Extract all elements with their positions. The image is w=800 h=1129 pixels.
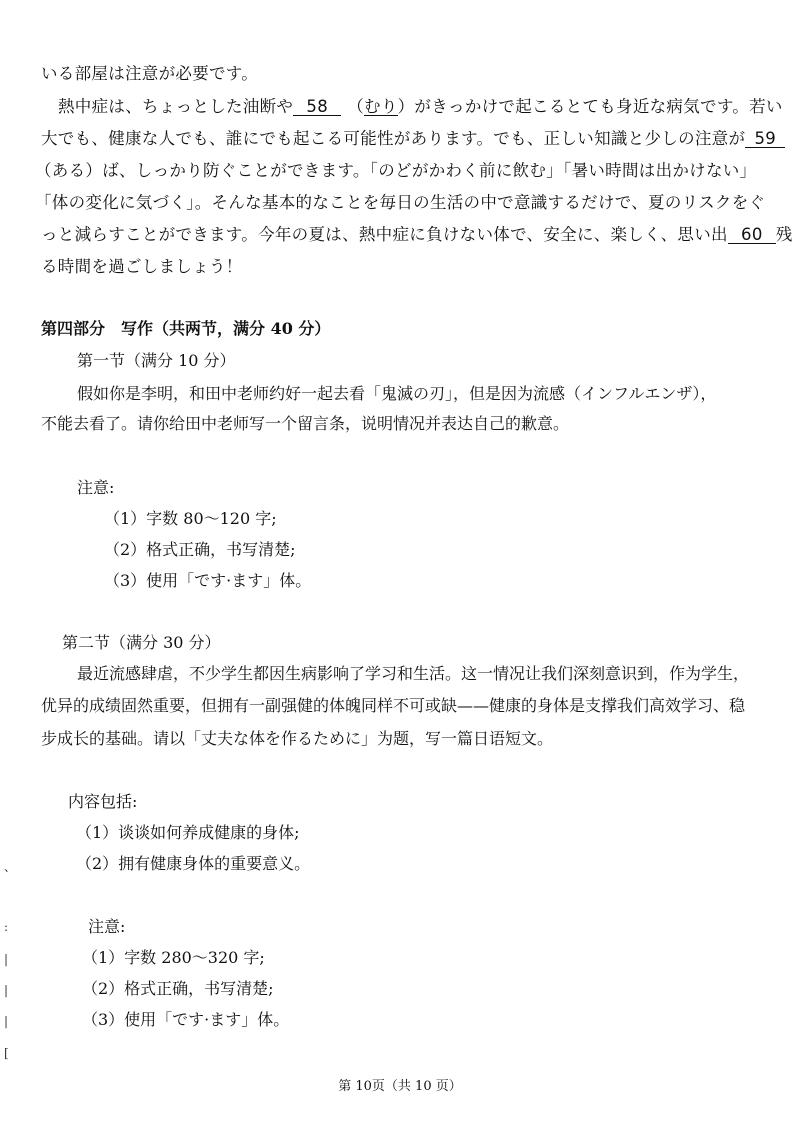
content-label: 内容包括: <box>68 792 138 811</box>
prompt-text: 最近流感肆虐，不少学生都因生病影响了学习和生活。这一情况让我们深刻意识到，作为学生， <box>77 664 750 683</box>
underlined-word: むり <box>364 97 398 116</box>
note-item: （2）格式正确，书写清楚; <box>82 979 274 998</box>
note-item: （2）格式正确，书写清楚; <box>104 540 296 559</box>
passage-text: （ <box>347 97 365 116</box>
scan-artifact: [ <box>4 1046 9 1060</box>
scan-artifact: | <box>4 952 9 966</box>
prompt-text: 不能去看了。请你给田中老师写一个留言条，说明情况并表达自己的歉意。 <box>41 414 570 433</box>
subsection-title: 第二节（满分 30 分） <box>62 633 221 652</box>
passage-line <box>35 193 765 213</box>
passage-line <box>35 161 756 181</box>
passage-text: ）がきっかけで起こるとても身近な病気です。若い <box>397 97 783 116</box>
passage-line <box>41 225 793 245</box>
passage-line <box>41 257 243 277</box>
blank-58: 58 <box>293 99 341 116</box>
prompt-text: 假如你是李明，和田中老师约好一起去看「鬼滅の刃」，但是因为流感（インフルエンザ）， <box>77 384 717 403</box>
blank-59: 59 <box>745 131 785 148</box>
passage-text: 残 <box>775 225 793 244</box>
content-item: （2）拥有健康身体的重要意义。 <box>76 854 311 873</box>
scan-artifact: : <box>4 920 9 934</box>
note-item: （3）使用「です·ます」体。 <box>82 1010 290 1029</box>
passage-text: っと減らすことができます。今年の夏は、熱中症に負けない体で、安全に、楽しく、思い出 <box>41 225 728 244</box>
scan-artifact: 、 <box>4 860 17 874</box>
prompt-text: 优异的成绩固然重要，但拥有一副强健的体魄同样不可或缺——健康的身体是支撑我们高效学习、稳 <box>41 696 746 715</box>
passage-line <box>41 64 258 84</box>
passage-text: （ある）ば、しっかり防ぐことができます。「のどがかわく前に飲む」「暑い時間は出かけない」 <box>35 161 757 180</box>
scan-artifact: | <box>4 1014 9 1028</box>
note-label: 注意: <box>77 478 115 497</box>
page-footer: 第 10页（共 10 页） <box>338 1079 462 1094</box>
passage-text: る時間を過ごしましょう！ <box>41 257 243 276</box>
note-label: 注意: <box>88 917 126 936</box>
passage-line <box>41 129 785 149</box>
note-item: （1）字数 80～120 字; <box>104 509 277 528</box>
prompt-text: 步成长的基础。请以「丈夫な体を作るために」为题，写一篇日语短文。 <box>41 729 554 748</box>
note-item: （3）使用「です·ます」体。 <box>104 571 312 590</box>
subsection-title: 第一节（满分 10 分） <box>77 351 236 370</box>
passage-text: 「体の変化に気づく」。そんな基本的なことを毎日の生活の中で意識するだけで、夏のリスクをぐ <box>35 193 766 212</box>
blank-60: 60 <box>728 227 776 244</box>
note-item: （1）字数 280～320 字; <box>82 948 265 967</box>
passage-text: 熱中症は、ちょっとした油断や <box>58 97 294 116</box>
scan-artifact: | <box>4 983 9 997</box>
passage-text: いる部屋は注意が必要です。 <box>41 64 259 83</box>
passage-line <box>58 97 783 117</box>
content-item: （1）谈谈如何养成健康的身体; <box>76 823 300 842</box>
section-heading: 第四部分 写作（共两节，满分 40 分） <box>41 319 331 338</box>
passage-text: 大でも、健康な人でも、誰にでも起こる可能性があります。でも、正しい知識と少しの注意が <box>41 129 746 148</box>
